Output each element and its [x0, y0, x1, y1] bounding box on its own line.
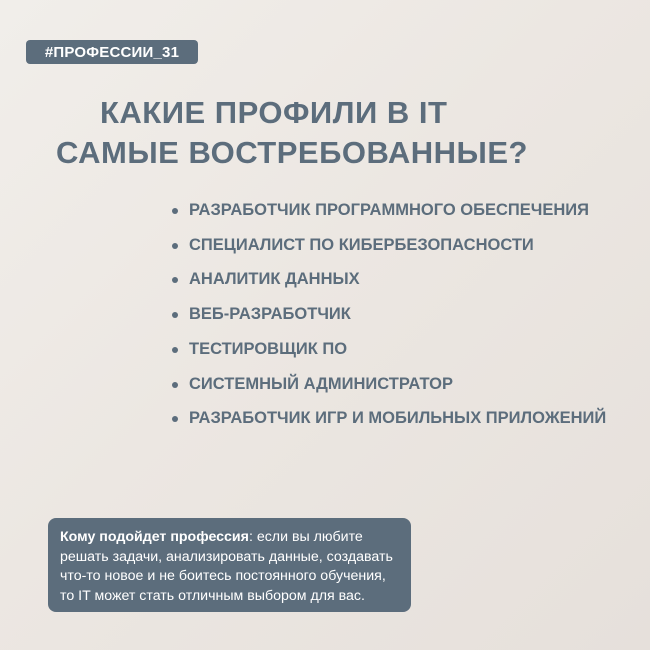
title-line-1: КАКИЕ ПРОФИЛИ В IT	[100, 95, 448, 130]
list-item-label: РАЗРАБОТЧИК ПРОГРАММНОГО ОБЕСПЕЧЕНИЯ	[189, 201, 589, 219]
list-item-label: АНАЛИТИК ДАННЫХ	[189, 270, 360, 289]
page-title	[0, 93, 650, 173]
list-item	[170, 228, 630, 263]
list-item	[170, 262, 630, 297]
bullet-icon	[172, 347, 178, 353]
bullet-icon	[172, 312, 178, 318]
list-item	[170, 193, 630, 228]
list-item-label: ВЕБ-РАЗРАБОТЧИК	[189, 305, 351, 324]
profiles-list	[170, 193, 630, 436]
list-item	[170, 401, 630, 436]
list-item-label: СПЕЦИАЛИСТ ПО КИБЕРБЕЗОПАСНОСТИ	[189, 235, 534, 254]
bullet-icon	[172, 416, 178, 422]
list-item	[170, 332, 630, 367]
list-item	[170, 297, 630, 332]
list-item-label: ТЕСТИРОВЩИК ПО	[189, 339, 348, 358]
info-box	[48, 518, 411, 612]
list-item	[170, 367, 630, 402]
title-line-2: САМЫЕ ВОСТРЕБОВАННЫЕ?	[56, 135, 528, 170]
info-lead: Кому подойдет профессия	[60, 529, 249, 545]
list-item-label: СИСТЕМНЫЙ АДМИНИСТРАТОР	[189, 374, 454, 393]
info-text: : если вы любите решать задачи, анализировать данные, создавать что-то новое и не боитесь постоянного обучения, то IT может стать отличным выбором для вас.	[60, 529, 393, 604]
bullet-icon	[172, 382, 178, 388]
bullet-icon	[172, 208, 178, 214]
list-item-label: РАЗРАБОТЧИК ИГР И МОБИЛЬНЫХ ПРИЛОЖЕНИЙ	[189, 409, 607, 428]
bullet-icon	[172, 277, 178, 283]
hashtag-badge: #ПРОФЕССИИ_31	[26, 40, 198, 64]
bullet-icon	[172, 243, 178, 249]
